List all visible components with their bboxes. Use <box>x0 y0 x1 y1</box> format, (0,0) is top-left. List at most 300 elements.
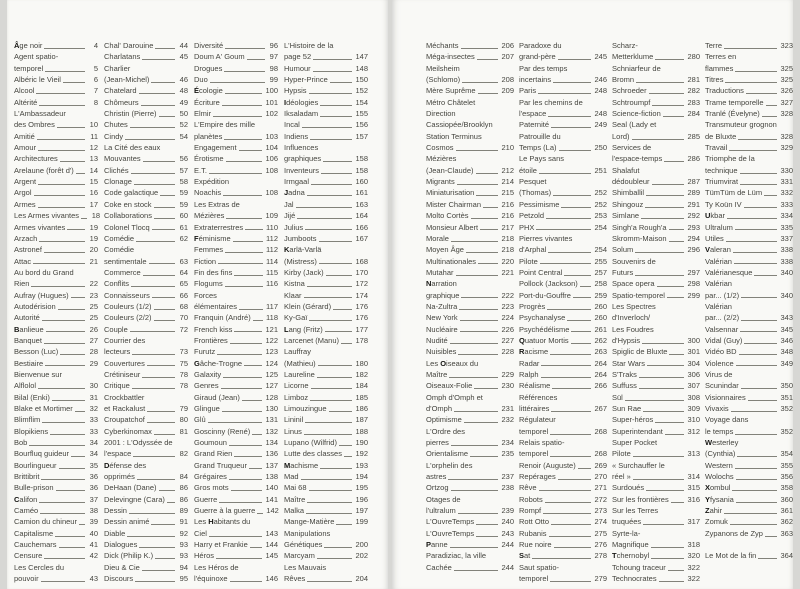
entry-line <box>426 437 514 448</box>
leader-line <box>478 93 499 94</box>
page-number: 152 <box>355 86 368 96</box>
leader-line <box>765 536 778 537</box>
entry-line <box>284 108 368 119</box>
index-entry <box>705 74 793 85</box>
entry-line <box>705 222 793 233</box>
leader-line <box>461 48 499 49</box>
index-entry <box>194 346 278 357</box>
entry-line <box>104 448 188 459</box>
leader-line <box>253 320 263 321</box>
page-number: 345 <box>780 324 793 334</box>
entry-label: Hypsis <box>284 86 307 96</box>
page-number: 20 <box>89 245 98 255</box>
entry-label: Scharz- <box>612 41 638 50</box>
page-number: 197 <box>355 506 368 516</box>
entry-label: Molto Cortès <box>426 211 469 221</box>
index-entry <box>104 516 188 527</box>
entry-line <box>426 278 514 289</box>
entry-line <box>426 335 514 346</box>
index-entry <box>194 516 278 539</box>
entry-line <box>519 165 607 176</box>
entry-label: Mère Suprême <box>426 86 476 96</box>
leader-line <box>46 331 85 332</box>
index-entry <box>284 426 368 437</box>
index-entry <box>612 108 700 119</box>
entry-label: Laureline <box>284 369 315 379</box>
index-entry <box>426 256 514 267</box>
index-entry <box>284 187 368 198</box>
entry-line <box>194 131 278 142</box>
entry-label: Coke en stock <box>104 199 152 209</box>
page-number: 121 <box>265 324 278 334</box>
entry-line <box>705 199 793 210</box>
entry-line <box>194 403 278 414</box>
entry-label: l'espace <box>519 109 547 119</box>
index-entry <box>612 63 700 86</box>
page-number: 118 <box>266 313 278 323</box>
index-entry <box>284 176 368 187</box>
entry-label: Ralph <box>519 369 539 379</box>
page-number: 94 <box>179 562 188 572</box>
entry-label: Violence <box>705 358 734 368</box>
entry-label: étoile <box>519 165 537 175</box>
entry-label: Le Pays sans <box>519 154 565 164</box>
entry-label: Pilote <box>612 449 631 459</box>
leader-line <box>151 82 175 83</box>
leader-line <box>477 59 499 60</box>
page-number: 57 <box>179 165 188 175</box>
entry-label: Panne <box>426 540 448 550</box>
index-entry <box>426 460 514 483</box>
entry-label: Grégaires <box>194 472 227 482</box>
page-number: 172 <box>355 279 368 289</box>
leader-line <box>81 218 87 219</box>
index-entry <box>705 505 793 516</box>
index-entry <box>519 505 607 516</box>
page-number: 195 <box>355 483 368 493</box>
entry-line <box>426 460 514 471</box>
index-entry <box>519 414 607 437</box>
index-entry <box>519 550 607 561</box>
index-entry <box>104 97 188 108</box>
index-entry <box>426 233 514 244</box>
entry-line <box>519 256 607 267</box>
entry-line <box>705 460 793 471</box>
page-number: 299 <box>687 290 700 300</box>
leader-line <box>152 229 175 230</box>
entry-label: Armes vivantes <box>14 222 66 232</box>
entry-label: Croupatchof <box>104 415 145 425</box>
leader-line <box>635 252 684 253</box>
entry-label: Califon <box>14 494 38 504</box>
entry-line <box>519 573 607 584</box>
leader-line <box>296 207 353 208</box>
page-number: 131 <box>265 415 278 425</box>
page-number: 364 <box>780 551 793 561</box>
index-entry <box>104 119 188 130</box>
page-number: 154 <box>355 97 368 107</box>
entry-line <box>612 142 700 153</box>
index-entry <box>104 176 188 187</box>
entry-label: Arzach <box>14 233 38 243</box>
page-number: 254 <box>594 245 607 255</box>
page-number: 220 <box>501 256 514 266</box>
leader-line <box>663 116 685 117</box>
index-entry <box>194 358 278 369</box>
page-number: 320 <box>687 551 700 561</box>
leader-line <box>131 286 175 287</box>
entry-label: Valérian <box>705 279 732 289</box>
entry-label: graphiques <box>284 154 322 164</box>
index-entry <box>284 528 368 551</box>
leader-line <box>257 513 263 514</box>
leader-line <box>651 547 685 548</box>
entry-line <box>519 153 607 164</box>
entry-label: Cauchemars <box>14 540 57 550</box>
leader-line <box>310 139 352 140</box>
entry-label: Noachis <box>194 188 222 198</box>
entry-line <box>519 505 607 516</box>
leader-line <box>234 331 262 332</box>
index-entry <box>194 505 278 516</box>
entry-line <box>705 85 793 96</box>
index-entry <box>194 85 278 96</box>
leader-line <box>726 241 778 242</box>
page-number: 301 <box>687 347 700 357</box>
entry-label: Amitié <box>14 131 35 141</box>
leader-line <box>476 536 498 537</box>
leader-line <box>646 195 684 196</box>
entry-label: Dialogues <box>104 540 138 550</box>
entry-line <box>104 74 188 85</box>
page-number: 356 <box>780 472 793 482</box>
leader-line <box>758 558 777 559</box>
index-entry <box>612 380 700 391</box>
entry-line <box>284 448 368 459</box>
page-number: 123 <box>265 347 278 357</box>
entry-line <box>284 505 368 516</box>
leader-line <box>154 434 175 435</box>
entry-line <box>104 108 188 119</box>
entry-label: Commerce <box>104 267 141 277</box>
entry-line <box>104 437 188 448</box>
page-number: 180 <box>355 358 368 368</box>
entry-label: Chômeurs <box>104 97 139 107</box>
entry-line <box>519 516 607 527</box>
entry-label: Arelaune (forêt d') <box>14 165 74 175</box>
page-number: 114 <box>266 256 278 266</box>
entry-line <box>14 199 98 210</box>
leader-line <box>655 422 684 423</box>
index-entry <box>104 539 188 550</box>
index-entry <box>519 233 607 256</box>
page-number: 264 <box>594 358 607 368</box>
entry-line <box>705 290 793 301</box>
leader-line <box>564 275 591 276</box>
entry-line <box>519 290 607 301</box>
entry-label: Julius <box>284 222 304 232</box>
page-number: 36 <box>89 483 98 493</box>
entry-line <box>104 494 188 505</box>
index-entry <box>14 244 98 255</box>
index-entry <box>612 301 700 346</box>
entry-line <box>104 562 188 573</box>
index-entry <box>705 414 793 437</box>
leader-line <box>226 218 262 219</box>
leader-line <box>736 479 778 480</box>
entry-label: Blake et Mortimer <box>14 404 73 413</box>
entry-label: Argol <box>14 188 32 198</box>
index-entry <box>284 40 368 63</box>
index-entry <box>194 369 278 380</box>
entry-label: Limboz <box>284 392 309 402</box>
page-number: 15 <box>89 177 98 187</box>
index-entry <box>519 278 607 289</box>
section-letter: D <box>104 460 110 470</box>
entry-label: Critique <box>104 381 130 391</box>
entry-label: DeHaan (Dane) <box>104 483 157 493</box>
page-number: 275 <box>594 528 607 538</box>
index-entry <box>14 267 98 290</box>
entry-label: Vidéo BD <box>705 347 737 357</box>
index-entry <box>14 392 98 403</box>
page-number: 217 <box>501 222 514 232</box>
entry-line <box>194 482 278 493</box>
entry-label: le temps <box>705 426 734 436</box>
entry-line <box>519 539 607 550</box>
entry-line <box>426 528 514 539</box>
index-entry <box>104 210 188 221</box>
entry-line <box>194 573 278 584</box>
index-entry <box>14 335 98 346</box>
leader-line <box>652 105 684 106</box>
entry-line <box>705 550 793 561</box>
entry-label: Bob <box>14 438 28 448</box>
page-number: 28 <box>89 347 98 357</box>
entry-line <box>426 426 514 437</box>
entry-label: Cyberkinomax <box>104 426 152 436</box>
entry-label: pierres <box>426 438 449 448</box>
entry-line <box>705 414 793 425</box>
page-number: 112 <box>266 233 278 243</box>
page-number: 18 <box>91 211 101 221</box>
section-letter: C <box>14 494 20 504</box>
entry-line <box>612 494 700 505</box>
entry-line <box>612 380 700 391</box>
entry-label: Ciel <box>194 528 207 538</box>
index-entry <box>284 312 368 323</box>
entry-label: Genres <box>194 381 219 391</box>
entry-line <box>426 199 514 210</box>
entry-line <box>194 550 278 561</box>
page-number: 64 <box>179 267 188 277</box>
leader-line <box>249 468 263 469</box>
leader-line <box>733 252 778 253</box>
entry-line <box>284 256 368 267</box>
index-entry <box>612 119 700 142</box>
entry-label: Couvertures <box>104 358 145 368</box>
entry-label: Kirby (Jack) <box>284 267 324 277</box>
entry-line <box>194 290 278 301</box>
leader-line <box>741 297 777 298</box>
page-number: 312 <box>687 426 700 436</box>
entry-line <box>519 494 607 505</box>
entry-label: Comédie <box>104 233 135 243</box>
leader-line <box>539 173 592 174</box>
entry-line <box>519 85 607 96</box>
page-number: 326 <box>780 86 793 96</box>
index-entry <box>194 97 278 108</box>
index-entry <box>14 312 98 323</box>
leader-line <box>736 365 778 366</box>
entry-line <box>612 278 700 289</box>
entry-line <box>284 562 368 573</box>
entry-label: pouvoir <box>14 574 39 584</box>
index-entry <box>284 380 368 391</box>
page-number: 8 <box>93 97 98 107</box>
index-entry <box>519 369 607 380</box>
page-number: 192 <box>355 449 368 459</box>
index-entry <box>14 528 98 539</box>
leader-line <box>735 468 778 469</box>
entry-label: Space opera <box>612 279 655 289</box>
entry-label: Travail <box>705 143 728 153</box>
leader-line <box>549 536 592 537</box>
entry-label: Tchernobyl <box>612 551 650 561</box>
index-entry <box>426 516 514 527</box>
page-number: 112 <box>266 245 278 255</box>
entry-label: Christin (Pierre) <box>104 109 157 119</box>
index-entry <box>426 176 514 187</box>
entry-label: Lang (Fritz) <box>284 324 323 334</box>
entry-line <box>426 51 514 62</box>
entry-line <box>194 187 278 198</box>
entry-label: Amour <box>14 143 37 153</box>
page-number: 352 <box>780 426 793 436</box>
leader-line <box>538 93 591 94</box>
entry-line <box>194 256 278 267</box>
section-letter: P <box>426 540 432 550</box>
page-number: 70 <box>179 313 188 323</box>
leader-line <box>735 434 777 435</box>
entry-line <box>194 380 278 391</box>
page-number: 215 <box>501 188 514 198</box>
page-number: 122 <box>265 335 278 345</box>
entry-label: Science-fiction <box>612 109 661 119</box>
page-number: 98 <box>269 63 278 73</box>
entry-line <box>705 312 793 323</box>
entry-line <box>14 539 98 550</box>
index-entry <box>426 448 514 459</box>
entry-label: Le Mot de la fin <box>705 551 757 561</box>
entry-label: incertains <box>519 75 552 85</box>
index-entry <box>426 392 514 415</box>
page-number: 216 <box>501 199 514 209</box>
page-number: 260 <box>594 301 607 311</box>
leader-line <box>450 547 499 548</box>
entry-line <box>705 448 793 459</box>
page-number: 352 <box>780 404 793 413</box>
entry-label: Alcool <box>14 86 35 96</box>
page-number: 298 <box>687 279 700 289</box>
leader-line <box>741 388 778 389</box>
entry-label: Marcyam <box>284 551 315 561</box>
entry-line <box>612 403 700 414</box>
leader-line <box>451 490 499 491</box>
index-entry <box>14 494 98 505</box>
page-number: 358 <box>780 483 793 493</box>
index-entry <box>284 516 368 527</box>
entry-line <box>519 471 607 482</box>
entry-line <box>705 256 793 267</box>
page-number: 227 <box>501 335 514 345</box>
index-entry <box>612 505 700 528</box>
entry-label: Écriture <box>194 97 220 107</box>
page-number: 142 <box>266 506 279 516</box>
page-number: 248 <box>594 86 607 96</box>
index-entry <box>612 346 700 357</box>
index-entry <box>612 403 700 414</box>
index-entry <box>426 426 514 449</box>
leader-line <box>731 411 778 412</box>
leader-line <box>476 173 499 174</box>
entry-label: Capitalisme <box>14 528 54 538</box>
entry-line <box>14 573 98 584</box>
page-number: 176 <box>355 313 368 323</box>
index-entry <box>705 528 793 539</box>
page-number: 306 <box>687 369 700 379</box>
leader-line <box>234 456 262 457</box>
entry-line <box>194 562 278 573</box>
page-number: 317 <box>687 517 700 527</box>
entry-line <box>426 358 514 369</box>
entry-label: Yfysania <box>705 494 734 504</box>
leader-line <box>559 150 592 151</box>
page-number: 232 <box>501 415 514 425</box>
entry-line <box>14 222 98 233</box>
entry-label: Blopikiens <box>14 426 49 436</box>
leader-line <box>309 490 353 491</box>
entry-label: Incal <box>284 120 300 130</box>
entry-label: Paradiziac, la ville <box>426 551 487 561</box>
entry-label: (Mistress) <box>284 256 317 266</box>
entry-line <box>705 119 793 130</box>
page-number: 106 <box>265 154 278 164</box>
index-entry <box>194 482 278 493</box>
leader-line <box>478 263 498 264</box>
page-number: 194 <box>355 472 368 482</box>
entry-label: Simlane <box>612 211 640 221</box>
entry-label: Régulateur <box>519 415 556 425</box>
entry-line <box>612 301 700 312</box>
entry-label: Autorité <box>14 313 40 323</box>
leader-line <box>159 116 175 117</box>
entry-label: Discours <box>104 574 134 584</box>
entry-line <box>194 471 278 482</box>
entry-label: Cassiopée/Brooklyn <box>426 120 493 130</box>
leader-line <box>225 93 263 94</box>
page-number: 248 <box>594 109 607 119</box>
leader-line <box>754 275 777 276</box>
page-number: 216 <box>501 211 514 221</box>
entry-line <box>426 414 514 425</box>
entry-label: Les Armes vivantes <box>14 211 80 221</box>
entry-line <box>612 573 700 584</box>
entry-line <box>104 358 188 369</box>
page-number: 66 <box>179 290 188 300</box>
entry-line <box>612 222 700 233</box>
index-entry <box>284 392 368 403</box>
